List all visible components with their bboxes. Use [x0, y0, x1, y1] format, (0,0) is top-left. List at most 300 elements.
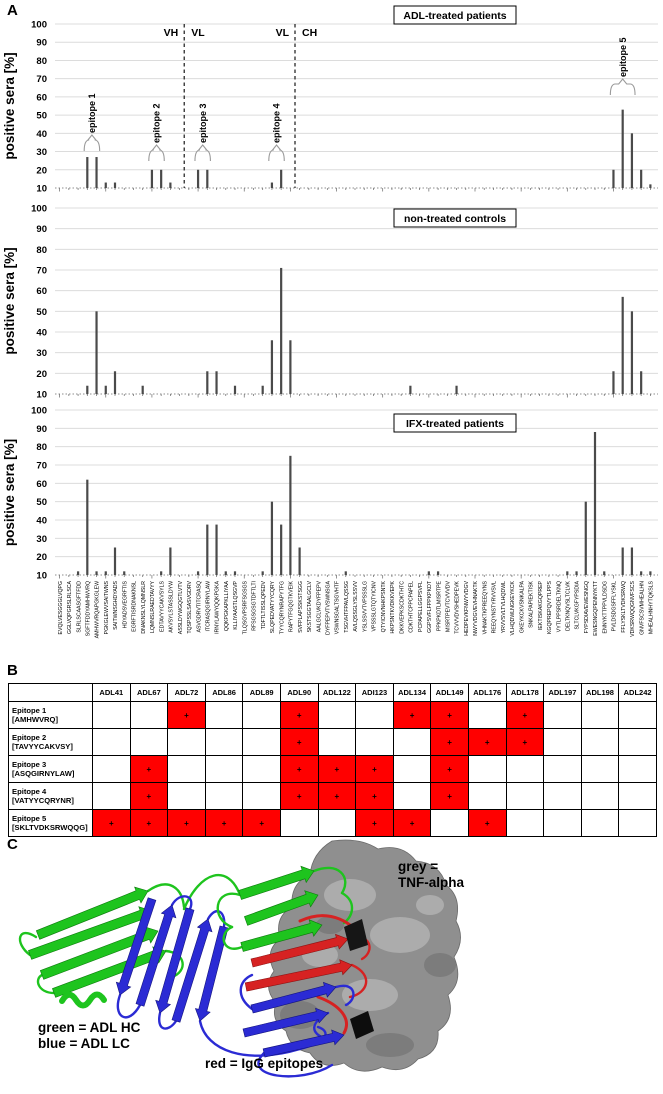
y-tick-label: 40 [36, 327, 47, 339]
bar [262, 571, 264, 575]
bar [114, 183, 116, 188]
epitope-result-cell [506, 810, 544, 837]
corner-cell [9, 684, 93, 702]
peptide-label: SLRLSCAASGFTFDD [76, 581, 83, 633]
epitope-result-cell [619, 783, 657, 810]
red-epitope-legend: red = IgG epitopes [205, 1056, 324, 1071]
chart-panel [2, 6, 658, 195]
y-axis-label: positive sera [%] [2, 52, 17, 160]
epitope-row-label: Epitope 1 [AMHWVRQ] [9, 702, 93, 729]
epitope-result-cell [581, 756, 619, 783]
peptide-label: DNAKNSLYLQMNSLR [140, 581, 147, 634]
bar [566, 571, 568, 575]
epitope-brace [149, 145, 164, 161]
epitope-label: epitope 5 [617, 37, 628, 77]
chart-title: IFX-treated patients [405, 418, 505, 430]
antibody-tnf-structure [0, 835, 663, 1094]
y-tick-label: 100 [31, 19, 47, 31]
peptide-label: TQSPSSLSASVGDRV [187, 581, 194, 634]
peptide-label: SLQPEDVATYYCQRY [270, 581, 277, 634]
epitope-result-cell: + [431, 756, 469, 783]
epitope-result-cell: + [318, 756, 356, 783]
surface-highlight [324, 879, 376, 911]
epitope-result-cell: + [318, 783, 356, 810]
y-tick-label: 10 [36, 389, 47, 401]
peptide-label: TCVVVDVSHEDPEVK [454, 581, 461, 634]
peptide-label: PVLDSDGSFFLYSKL [611, 581, 618, 632]
epitope-result-cell [318, 702, 356, 729]
epitope-label: epitope 4 [271, 103, 282, 143]
peptide-label: EVQLVESGGGLVQPG [57, 581, 64, 635]
epitope-result-cell: + [356, 783, 394, 810]
epitope-row-label: Epitope 4 [VATYYCQRYNR] [9, 783, 93, 810]
epitope-result-cell: + [168, 810, 206, 837]
y-axis-ticks [31, 20, 47, 195]
bar [649, 571, 651, 575]
patient-column-header: ADL178 [506, 684, 544, 702]
bar [169, 548, 171, 576]
bar [206, 525, 208, 575]
peptide-label: FYPSDIAVEWESNGQ [583, 581, 590, 634]
peptide-label: VDKSRWQQGNVFSCS [630, 581, 637, 637]
epitope-table [8, 683, 657, 837]
epitope-result-cell [468, 702, 506, 729]
epitope-result-cell [393, 783, 431, 810]
epitope-result-cell [280, 810, 318, 837]
peptide-label: VHNAKTKPREEQYNS [482, 581, 489, 635]
tnf-grey-legend-line1: grey = [398, 859, 439, 874]
bar [95, 157, 97, 188]
patient-column-header: ADL197 [544, 684, 582, 702]
epitope-result-cell [205, 702, 243, 729]
y-tick-label: 80 [36, 442, 47, 454]
bar [612, 371, 614, 394]
patient-column-header: ADL72 [168, 684, 206, 702]
peptide-label: DELTKNQVSLTCLVK [565, 581, 572, 631]
epitope-result-cell [318, 810, 356, 837]
bar [622, 548, 624, 576]
y-tick-label: 70 [36, 265, 47, 277]
epitope-result-cell: + [506, 702, 544, 729]
y-tick-label: 30 [36, 533, 47, 545]
epitope-result-cell [93, 702, 131, 729]
bar [77, 571, 79, 575]
bar [622, 297, 624, 394]
patient-column-header: ADL134 [393, 684, 431, 702]
peptide-label: VPSSSLGTQTYICNV [371, 581, 378, 632]
blue-lc-legend: blue = ADL LC [38, 1036, 130, 1051]
peptide-label: GGPSVFLFPPKPKDT [427, 581, 434, 633]
epitope-patient-table [8, 683, 656, 837]
peptide-label: EDTAVYYCAKVSYLS [159, 581, 166, 632]
bar [612, 170, 614, 188]
y-tick-label: 100 [31, 405, 47, 417]
bar [631, 548, 633, 576]
y-tick-label: 60 [36, 478, 47, 490]
chart-panel [2, 406, 658, 639]
epitope-result-cell [205, 756, 243, 783]
bar [640, 170, 642, 188]
y-tick-label: 100 [31, 203, 47, 215]
epitope-row [9, 729, 657, 756]
bar [95, 571, 97, 575]
x-tick-marks [60, 394, 651, 398]
surface-shadow [424, 953, 456, 977]
bar [428, 571, 430, 575]
epitope-row-label: Epitope 3 [ASQGIRNYLAW] [9, 756, 93, 783]
bar [640, 371, 642, 394]
bar [622, 110, 624, 188]
patient-column-header: ADL67 [130, 684, 168, 702]
y-tick-label: 90 [36, 423, 47, 435]
patient-column-header: ADL122 [318, 684, 356, 702]
patient-column-header: ADI123 [356, 684, 394, 702]
epitope-result-cell [544, 783, 582, 810]
peptide-label: RAPYTFGQGTKVEIK [288, 581, 295, 633]
epitope-brace [269, 145, 284, 161]
peptide-label: SGFTFDDYAMHWVRQ [85, 581, 92, 637]
bar [197, 170, 199, 188]
peptide-label: AALGCLVKDYFPEPV [316, 581, 323, 633]
epitope-result-cell [168, 729, 206, 756]
bars [86, 110, 651, 188]
epitope-result-cell [356, 729, 394, 756]
peptide-label: TSGVHTFPAVLQSSG [343, 581, 350, 633]
epitope-result-cell [581, 729, 619, 756]
peptide-label: AVLQSSGLYSLSSVV [353, 581, 360, 632]
epitope-result-cell [93, 729, 131, 756]
ribbon-loop [241, 975, 252, 1009]
epitope-result-cell: + [280, 756, 318, 783]
epitope-result-cell: + [280, 783, 318, 810]
peptide-label: SAITWNSGHDYADS [113, 581, 120, 630]
epitope-result-cell [468, 783, 506, 810]
y-axis-ticks [31, 406, 47, 582]
domain-label-right: VL [191, 27, 205, 39]
peptide-label: AMHWVRQAPGKGLEW [94, 581, 101, 639]
epitope-label: epitope 2 [151, 103, 162, 143]
patient-column-header: ADL89 [243, 684, 281, 702]
y-tick-label: 20 [36, 165, 47, 177]
epitope-result-cell [544, 729, 582, 756]
epitope-row [9, 756, 657, 783]
epitope-result-cell [318, 729, 356, 756]
epitope-result-cell: + [93, 810, 131, 837]
y-tick-label: 70 [36, 460, 47, 472]
peptide-label: HKPSNTKVDKKVEPK [390, 581, 397, 634]
peptide-label: SKSTSGGTAALGCLV [307, 581, 314, 633]
bar [105, 183, 107, 188]
patient-column-header: ADL41 [93, 684, 131, 702]
surface-highlight [342, 979, 398, 1011]
peptide-label: MHEALHNHYTQKSLS [648, 581, 655, 635]
bar [123, 571, 125, 575]
bar [455, 386, 457, 394]
peptide-label: EGRFTISRDNAKNSL [131, 581, 138, 632]
peptide-label: TDFTLTISSLQPEDV [260, 581, 267, 630]
panel-b-label: B [7, 662, 18, 679]
bar [234, 571, 236, 575]
epitope-result-cell [544, 810, 582, 837]
ribbon-loop [218, 894, 240, 927]
bar [160, 571, 162, 575]
bar [206, 371, 208, 394]
epitope-result-cell: + [280, 702, 318, 729]
bar [280, 268, 282, 394]
peptide-label: HDYADSVEGRFTIS [122, 581, 129, 629]
epitope-result-cell: + [356, 756, 394, 783]
peptide-label: HEDPEVKFNWYVDGV [463, 581, 470, 636]
bar [271, 340, 273, 394]
epitope-brace [84, 135, 99, 151]
peptide-label: RFSGSGSGTDFTLTI [251, 581, 258, 631]
bar [437, 571, 439, 575]
y-tick-label: 50 [36, 497, 47, 509]
peptide-label: YSLSSVVTVPSSSLG [362, 581, 369, 633]
epitope-row [9, 810, 657, 837]
y-tick-label: 40 [36, 515, 47, 527]
bar [215, 525, 217, 575]
epitope-result-cell [243, 756, 281, 783]
epitope-result-cell [205, 783, 243, 810]
y-tick-label: 90 [36, 224, 47, 236]
y-tick-label: 80 [36, 244, 47, 256]
bar [86, 386, 88, 394]
epitope-result-cell [544, 702, 582, 729]
epitope-result-cell [619, 702, 657, 729]
peptide-label: QTYICNVNHKPSNTK [380, 581, 387, 633]
y-tick-label: 60 [36, 92, 47, 104]
bar [105, 571, 107, 575]
epitope-result-cell [393, 756, 431, 783]
bar [640, 571, 642, 575]
y-tick-label: 50 [36, 110, 47, 122]
bar [289, 340, 291, 394]
peptide-label: ASVGDRVTITCRASQ [196, 581, 203, 633]
peptide-label: SNKALPAPIEKTISK [528, 581, 535, 628]
peptide-label: VYTLPPSRDELTKNQ [556, 581, 563, 633]
peptide-label: PCPAPELLGGPSVFL [417, 581, 424, 632]
peptide-label: AKVSYLSTASSLDYW [168, 581, 175, 633]
ribbon-loop [62, 995, 104, 1006]
domain-label-left: VL [275, 27, 289, 39]
gridlines [55, 410, 658, 557]
peptide-label: GKEYKCKVSNKALPA [519, 581, 526, 634]
bar [575, 571, 577, 575]
patient-column-header: ADL86 [205, 684, 243, 702]
bar [603, 571, 605, 575]
y-tick-label: 40 [36, 128, 47, 140]
epitope-brace [610, 79, 635, 95]
peptide-label: YRVVSVLTVLHQDWL [500, 581, 507, 634]
peptide-label: NWYVDGVEVHNAKTK [473, 581, 480, 636]
y-tick-label: 30 [36, 348, 47, 360]
x-tick-marks [60, 575, 651, 579]
bar [631, 311, 633, 394]
epitope-result-cell [619, 729, 657, 756]
bar [234, 386, 236, 394]
epitope-result-cell [619, 810, 657, 837]
epitope-result-cell: + [393, 702, 431, 729]
bar [95, 311, 97, 394]
epitope-result-cell [581, 783, 619, 810]
peptide-label: VSWNSGALTSGVHTF [334, 581, 341, 635]
bar [409, 386, 411, 394]
bar [289, 456, 291, 575]
bar [280, 170, 282, 188]
bar [206, 170, 208, 188]
epitope-result-cell: + [205, 810, 243, 837]
peptide-label: QQKPGKAPKLLIYAA [223, 581, 230, 632]
peptide-label: IEKTISKAKGQPREP [537, 581, 544, 631]
peptide-label: TLQSGVPSRFSGSGS [242, 581, 249, 635]
epitope-result-cell [130, 729, 168, 756]
epitope-result-cell: + [168, 702, 206, 729]
epitope-result-cell: + [431, 702, 469, 729]
panel-c-label: C [7, 836, 18, 853]
peptide-label: GGLVQPGRSLRLSCA [67, 581, 74, 634]
bar [86, 480, 88, 575]
epitope-result-cell [130, 702, 168, 729]
peptide-label: MISRTPEVTCVVVDV [445, 581, 452, 632]
epitope-result-cell: + [506, 729, 544, 756]
epitope-result-cell [619, 756, 657, 783]
peptide-label: DKKVEPKSCDKTHTC [399, 581, 406, 634]
patient-column-header: ADL242 [619, 684, 657, 702]
peptide-label: IRNYLAWYQQKPGKA [214, 581, 221, 634]
bar [271, 502, 273, 575]
peptide-label: VLHQDWLNGKEYKCK [510, 581, 517, 636]
epitope-label: epitope 1 [87, 93, 98, 133]
peptide-label: ENNYKTTPPVLDSDG [602, 581, 609, 634]
peptide-label: PPKPKDTLMISRTPE [436, 581, 443, 632]
epitope-result-cell: + [243, 810, 281, 837]
epitope-result-cell: + [130, 783, 168, 810]
epitope-result-cell [581, 702, 619, 729]
tnf-grey-legend-line2: TNF-alpha [398, 875, 464, 890]
x-tick-labels [58, 580, 655, 638]
y-axis-label: positive sera [%] [2, 247, 17, 355]
peptide-label: SLTCLVKGFYPSDIA [574, 581, 581, 630]
bar [271, 183, 273, 188]
peptide-label: EWESNGQPENNYKTT [593, 581, 600, 636]
epitope-result-cell: + [356, 810, 394, 837]
epitope-row-label: Epitope 5 [SKLTVDKSRWQQG] [9, 810, 93, 837]
y-tick-label: 70 [36, 74, 47, 86]
y-tick-label: 10 [36, 183, 47, 195]
peptide-label: REEQYNSTYRVVSVL [491, 581, 498, 634]
epitope-result-cell [93, 783, 131, 810]
peptide-label: SVFPLAPSSKSTSGG [297, 581, 304, 633]
y-tick-label: 20 [36, 368, 47, 380]
bar [86, 157, 88, 188]
bar [299, 548, 301, 576]
gridlines [55, 24, 658, 170]
y-tick-label: 90 [36, 37, 47, 49]
patient-column-header: ADL176 [468, 684, 506, 702]
peptide-label: KLLIYAASTLQSGVP [233, 581, 240, 630]
bar [280, 525, 282, 575]
bar [225, 571, 227, 575]
chart-title: non-treated controls [403, 213, 507, 225]
y-tick-label: 20 [36, 552, 47, 564]
epitope-result-cell: + [468, 810, 506, 837]
peptide-label: TYYCQRYNRAPYTFG [279, 581, 286, 635]
domain-label-right: CH [302, 27, 318, 39]
epitope-result-cell: + [130, 756, 168, 783]
ribbon-loop [224, 927, 242, 949]
green-hc-legend: green = ADL HC [38, 1020, 141, 1035]
peptide-label: PGKGLEWVSAITWNS [103, 581, 110, 635]
bar [345, 571, 347, 575]
bar [594, 432, 596, 575]
epitope-result-cell [243, 702, 281, 729]
y-axis-label: positive sera [%] [2, 438, 17, 547]
epitope-result-cell: + [431, 783, 469, 810]
epitope-result-cell [93, 756, 131, 783]
epitope-result-cell: + [431, 729, 469, 756]
epitope-result-cell [506, 783, 544, 810]
bar [215, 371, 217, 394]
bar [169, 183, 171, 188]
peptide-label: KGQPREPQVYTLPPS [547, 581, 554, 635]
peptide-label: LQMNSLRAEDTAVYY [150, 581, 157, 633]
epitope-result-cell [506, 756, 544, 783]
y-axis-ticks [31, 204, 47, 401]
surface-shadow [366, 1033, 414, 1057]
epitope-result-cell: + [280, 729, 318, 756]
epitope-result-cell [168, 756, 206, 783]
peptide-label: ASSLDYWGQGTLVTV [177, 581, 184, 635]
patient-column-header: ADL198 [581, 684, 619, 702]
chart-title: ADL-treated patients [403, 10, 507, 22]
bars [77, 432, 652, 575]
peptide-label: FFLYSKLTVDKSRWQ [620, 581, 627, 633]
bar [160, 170, 162, 188]
panel-a-label: A [7, 2, 18, 19]
epitope-result-cell [168, 783, 206, 810]
epitope-result-cell [468, 756, 506, 783]
epitope-result-cell: + [130, 810, 168, 837]
bar [649, 184, 651, 188]
surface-highlight [370, 917, 430, 953]
bar [114, 371, 116, 394]
epitope-row-label: Epitope 2 [TAVYYCAKVSY] [9, 729, 93, 756]
patient-column-header: ADL149 [431, 684, 469, 702]
bar [151, 170, 153, 188]
y-tick-label: 50 [36, 306, 47, 318]
chart-panel [2, 204, 658, 401]
epitope-result-cell [243, 783, 281, 810]
epitope-result-cell [356, 702, 394, 729]
bar [114, 548, 116, 576]
epitope-result-cell: + [393, 810, 431, 837]
epitope-result-cell: + [468, 729, 506, 756]
bar [197, 571, 199, 575]
bar [142, 386, 144, 394]
epitope-row [9, 702, 657, 729]
domain-label-left: VH [163, 27, 179, 39]
bar [105, 386, 107, 394]
ribbon-loop [118, 995, 140, 1017]
x-tick-marks [60, 188, 651, 192]
bar [585, 502, 587, 575]
y-tick-label: 80 [36, 55, 47, 67]
y-tick-label: 10 [36, 570, 47, 582]
epitope-label: epitope 3 [197, 103, 208, 143]
peptide-label: GNVFSCSVMHEALHN [639, 581, 646, 635]
gridlines [55, 208, 658, 373]
